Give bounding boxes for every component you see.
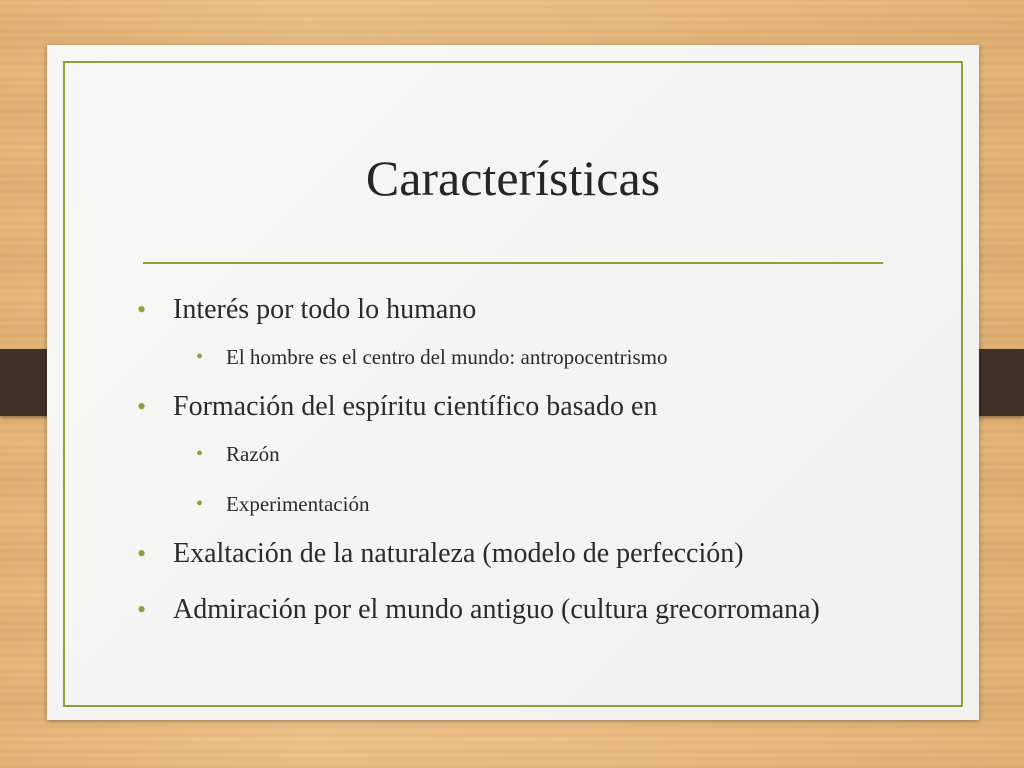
sub-bullet-item [196, 343, 893, 371]
bullet-icon: • [196, 443, 204, 465]
sub-bullet-item [196, 440, 893, 468]
sub-bullet-text: Razón [226, 442, 280, 466]
slide-paper [47, 45, 979, 720]
bullet-icon: • [196, 493, 204, 515]
sub-bullet-text: El hombre es el centro del mundo: antropocentrismo [226, 345, 668, 369]
bullet-icon: • [137, 539, 147, 568]
bullet-item [137, 592, 893, 628]
bullet-item [137, 536, 893, 572]
bullet-text: Formación del espíritu científico basado en [173, 391, 658, 422]
bullet-icon: • [196, 346, 204, 368]
bullet-item [137, 292, 893, 328]
bullet-icon: • [137, 392, 147, 421]
bullet-icon: • [137, 595, 147, 624]
bullet-text: Exaltación de la naturaleza (modelo de perfección) [173, 538, 744, 569]
slide-title: Características [365, 150, 661, 206]
title-divider [143, 262, 883, 264]
sub-bullet-text: Experimentación [226, 492, 370, 516]
bullet-icon: • [137, 295, 147, 324]
bullet-text: Admiración por el mundo antiguo (cultura grecorromana) [173, 594, 820, 625]
bullet-text: Interés por todo lo humano [173, 294, 477, 325]
bullet-item [137, 389, 893, 425]
sub-bullet-item [196, 490, 893, 518]
bullet-list [137, 283, 893, 628]
